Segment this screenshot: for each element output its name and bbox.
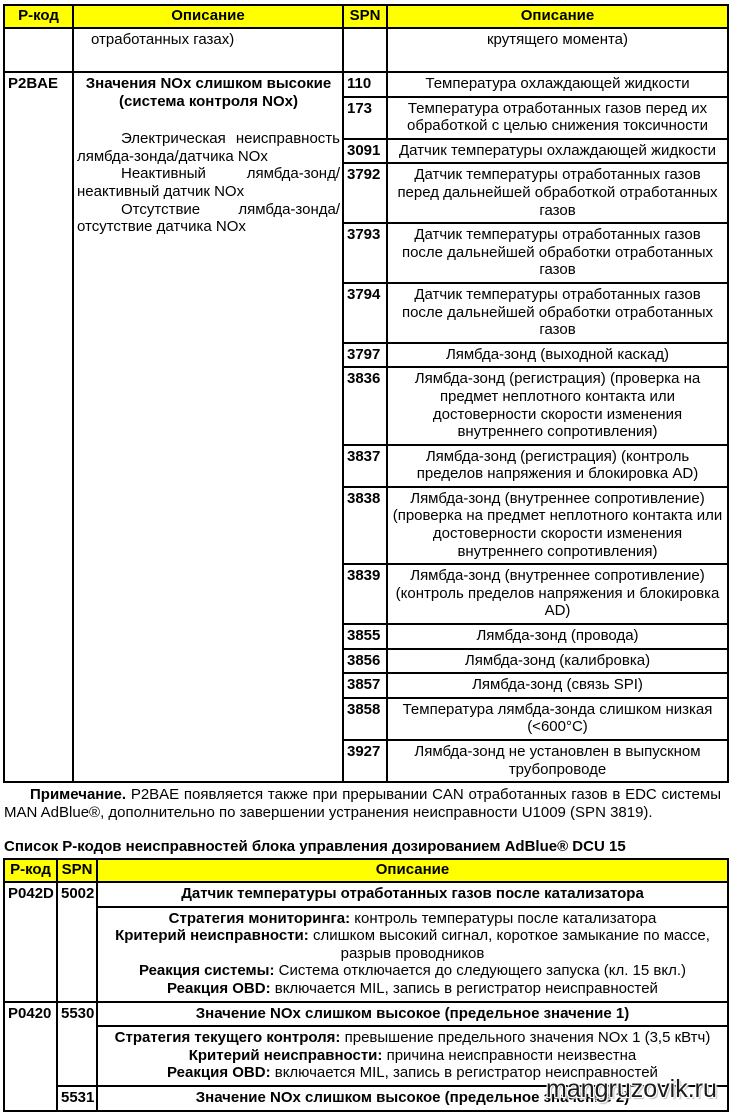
spn-code: 110 (343, 72, 387, 97)
table-row (4, 72, 728, 97)
continuation-spn-cell (343, 28, 387, 72)
nox-fault-table (3, 4, 729, 783)
detail-text: включается MIL, запись в регистратор неисправностей (274, 1064, 658, 1082)
header-spn: SPN (343, 5, 387, 28)
fault-pcode: P042D (4, 882, 57, 1002)
detail-text: Система отключается до следующего запуска (кл. 15 вкл.) (278, 962, 687, 980)
spn-description: Лямбда-зонд (регистрация) (контроль пределов напряжения и блокировка AD) (387, 445, 728, 487)
detail-line (99, 927, 726, 962)
detail-text: причина неисправности неизвестна (386, 1046, 637, 1064)
spn-code: 3858 (343, 698, 387, 740)
spn-code: 3927 (343, 740, 387, 782)
spn-code: 3856 (343, 649, 387, 674)
header-pcode: Р-код (4, 859, 57, 882)
table-row (4, 907, 728, 1002)
detail-text: контроль температуры после катализатора (354, 909, 657, 927)
detail-label: Стратегия мониторинга: (168, 909, 351, 927)
continuation-pcode-cell (4, 28, 73, 72)
spn-code: 3792 (343, 163, 387, 223)
fault-description-cell (73, 72, 343, 782)
detail-label: Критерий неисправности: (188, 1046, 383, 1064)
spn-description: Лямбда-зонд (провода) (387, 624, 728, 649)
spn-description: Лямбда-зонд (внутреннее сопротивление) (контроль пределов напряжения и блокировка AD) (387, 564, 728, 624)
continuation-row (4, 28, 728, 72)
fault-title: Значения NOx слишком высокие (система контроля NOx) (85, 75, 332, 110)
spn-description: Лямбда-зонд (внутреннее сопротивление) (проверка на предмет неплотного контакта или достоверности скорости изменения внутреннего сопротивления) (387, 487, 728, 564)
spn-description: Лямбда-зонд (связь SPI) (387, 673, 728, 698)
detail-label: Реакция OBD: (167, 979, 271, 997)
spn-description: Датчик температуры отработанных газов перед дальнейшей обработкой отработанных газов (387, 163, 728, 223)
detail-line (99, 1029, 726, 1047)
spn-description: Температура лямбда-зонда слишком низкая (<600°C) (387, 698, 728, 740)
header-spn-description: Описание (387, 5, 728, 28)
fault-pcode: P2BAE (4, 72, 73, 782)
spn-code: 5530 (57, 1002, 97, 1086)
spn-code: 3857 (343, 673, 387, 698)
watermark: mangruzovik.ru (546, 1075, 717, 1103)
spn-description: Температура охлаждающей жидкости (387, 72, 728, 97)
header-description: Описание (97, 859, 728, 882)
detail-text: слишком высокий сигнал, короткое замыкание по массе, разрыв проводников (312, 927, 710, 962)
spn-description: Датчик температуры охлаждающей жидкости (387, 139, 728, 164)
spn-code: 3797 (343, 343, 387, 368)
detail-line (99, 910, 726, 928)
spn-description: Лямбда-зонд (регистрация) (проверка на предмет неплотного контакта или достоверности скорости изменения внутреннего сопротивления) (387, 367, 728, 444)
detail-label: Реакция системы: (138, 962, 275, 980)
note-text: P2BAE появляется также при прерывании CAN отработанных газов в EDC системы MAN AdBlue®, дополнительно по завершении устранения неисправности U1009 (SPN 3819). (4, 786, 721, 821)
fault-title: Значение NOx слишком высокое (предельное значение 1) (97, 1002, 728, 1027)
spn-code: 3794 (343, 283, 387, 343)
detail-text: включается MIL, запись в регистратор неисправностей (274, 979, 658, 997)
note-label: Примечание. (30, 786, 127, 803)
spn-code: 5531 (57, 1086, 97, 1111)
continuation-description: отработанных газах) (73, 28, 343, 72)
spn-description: Лямбда-зонд (выходной каскад) (387, 343, 728, 368)
fault-pcode: P0420 (4, 1002, 57, 1111)
header-description: Описание (73, 5, 343, 28)
header-spn: SPN (57, 859, 97, 882)
spn-code: 3838 (343, 487, 387, 564)
spn-description: Лямбда-зонд (калибровка) (387, 649, 728, 674)
spn-code: 3839 (343, 564, 387, 624)
spn-code: 3836 (343, 367, 387, 444)
table-header-row (4, 859, 728, 882)
spn-description: Температура отработанных газов перед их обработкой с целью снижения токсичности (387, 97, 728, 139)
spn-description: Лямбда-зонд не установлен в выпускном трубопроводе (387, 740, 728, 782)
note-paragraph (4, 786, 721, 821)
table-header-row (4, 5, 728, 28)
detail-label: Критерий неисправности: (115, 927, 309, 945)
spn-code: 3837 (343, 445, 387, 487)
fault-cause: Электрическая неисправность лямбда-зонда/датчика NOx (77, 130, 340, 165)
fault-cause: Отсутствие лямбда-зонда/отсутствие датчика NOx (77, 200, 340, 236)
spn-code: 3091 (343, 139, 387, 164)
continuation-spn-description: крутящего момента) (387, 28, 728, 72)
spn-code: 5002 (57, 882, 97, 1002)
fault-title: Датчик температуры отработанных газов после катализатора (97, 882, 728, 907)
spn-code: 173 (343, 97, 387, 139)
spn-description: Датчик температуры отработанных газов после дальнейшей обработки отработанных газов (387, 223, 728, 283)
spn-code: 3793 (343, 223, 387, 283)
spn-description: Датчик температуры отработанных газов после дальнейшей обработки отработанных газов (387, 283, 728, 343)
fault-cause: Неактивный лямбда-зонд/неактивный датчик NOx (77, 165, 340, 200)
detail-line (99, 1047, 726, 1065)
dcu-fault-table (3, 858, 729, 1112)
detail-line (99, 962, 726, 980)
fault-details (97, 907, 728, 1002)
header-pcode: Р-код (4, 5, 73, 28)
detail-label: Стратегия текущего контроля: (114, 1029, 341, 1047)
table-row (4, 882, 728, 907)
detail-text: превышение предельного значения NOx 1 (3,5 кВтч) (344, 1029, 711, 1047)
detail-line (99, 980, 726, 998)
spn-code: 3855 (343, 624, 387, 649)
table-row (4, 1002, 728, 1027)
fault-causes (77, 130, 340, 236)
fault-title: Значение NOx слишком высокое (предельное значение 2) (97, 1086, 728, 1111)
detail-label: Реакция OBD: (167, 1064, 271, 1082)
section-title: Список P-кодов неисправностей блока управления дозированием AdBlue® DCU 15 (4, 838, 626, 855)
